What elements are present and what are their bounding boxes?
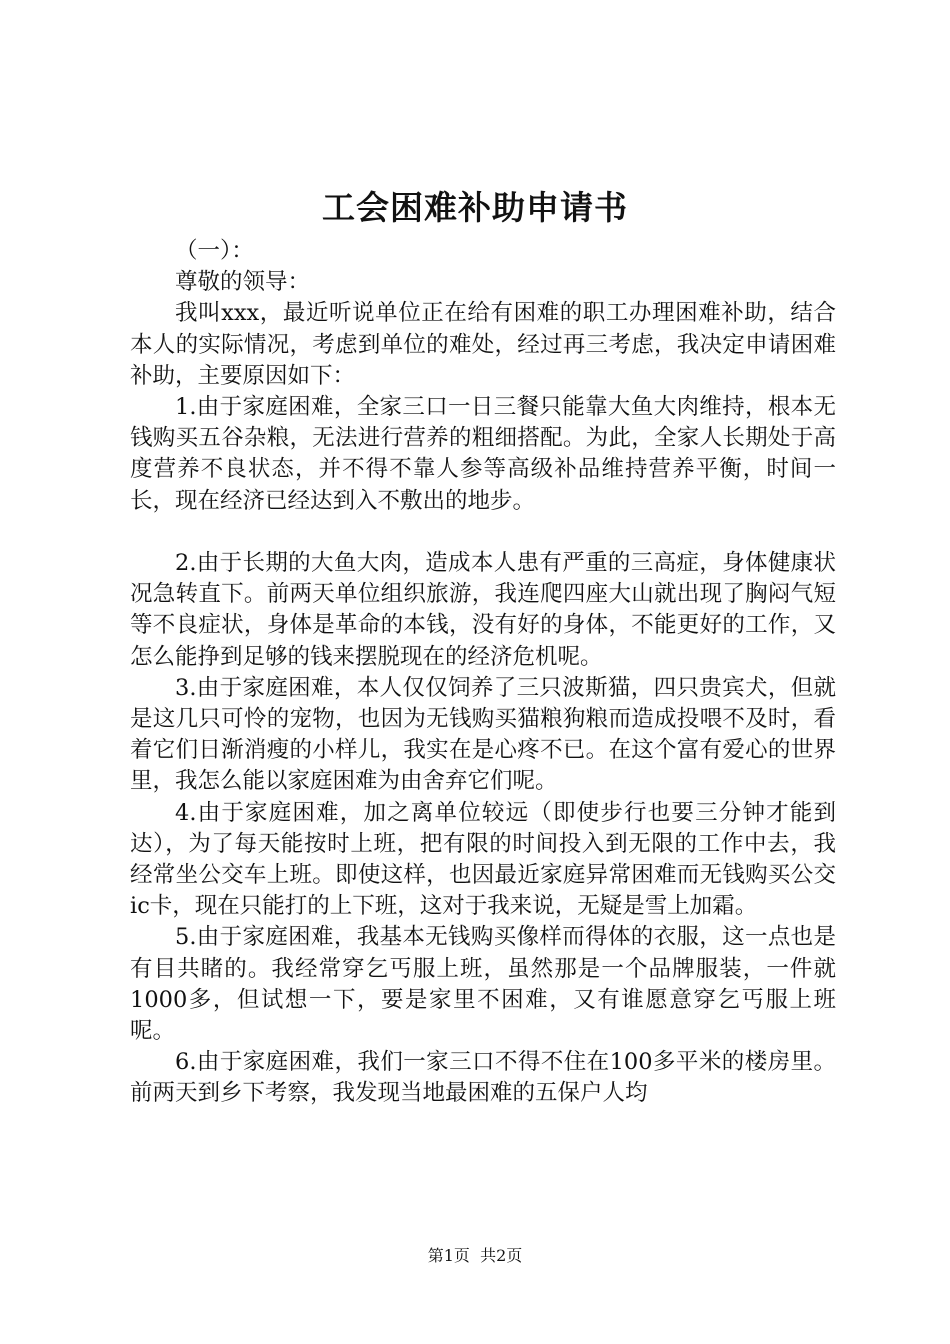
paragraph-section-marker: （一）： [175,238,254,264]
paragraph-reason-1: 1.由于家庭困难，全家三口一日三餐只能靠大鱼大肉维持，根本无钱购买五谷杂粮，无法进行营养的粗细搭配。为此，全家人长期处于高度营养不良状态，并不得不靠人参等高级补品维持营养平衡，时间一长，现在经济已经达到入不敷出的地步。 [130,394,836,514]
page-footer [0,1244,950,1268]
paragraph-reason-6: 6.由于家庭困难，我们一家三口不得不住在100多平米的楼房里。前两天到乡下考察，我发现当地最困难的五保户人均 [130,1049,836,1107]
paragraph-reason-4: 4.由于家庭困难，加之离单位较远（即使步行也要三分钟才能到达），为了每天能按时上班，把有限的时间投入到无限的工作中去，我经常坐公交车上班。即使这样，也因最近家庭异常困难而无钱购买公交ic卡，现在只能打的上下班，这对于我来说，无疑是雪上加霜。 [130,799,836,920]
page-number-current: 第1页 [427,1246,470,1265]
document-title: 工会困难补助申请书 [322,188,628,227]
document-body [130,236,836,1110]
paragraph-salutation: 尊敬的领导： [175,269,311,296]
paragraph-reason-5: 5.由于家庭困难，我基本无钱购买像样而得体的衣服，这一点也是有目共睹的。我经常穿乞丐服上班，虽然那是一个品牌服装，一件就1000多，但试想一下，要是家里不困难，又有谁愿意穿乞丐服上班呢。 [130,924,836,1045]
paragraph-intro: 我叫xxx，最近听说单位正在给有困难的职工办理困难补助，结合本人的实际情况，考虑到单位的难处，经过再三考虑，我决定申请困难补助，主要原因如下： [130,300,836,389]
paragraph-reason-2: 2.由于长期的大鱼大肉，造成本人患有严重的三高症，身体健康状况急转直下。前两天单位组织旅游，我连爬四座大山就出现了胸闷气短等不良症状，身体是革命的本钱，没有好的身体，不能更好的工作，又怎么能挣到足够的钱来摆脱现在的经济危机呢。 [130,550,836,670]
paragraph-reason-3: 3.由于家庭困难，本人仅仅饲养了三只波斯猫，四只贵宾犬，但就是这几只可怜的宠物，也因为无钱购买猫粮狗粮而造成投喂不及时，看着它们日渐消瘦的小样儿，我实在是心疼不已。在这个富有爱心的世界里，我怎么能以家庭困难为由舍弃它们呢。 [130,674,836,795]
page-number-total: 共2页 [480,1246,523,1265]
